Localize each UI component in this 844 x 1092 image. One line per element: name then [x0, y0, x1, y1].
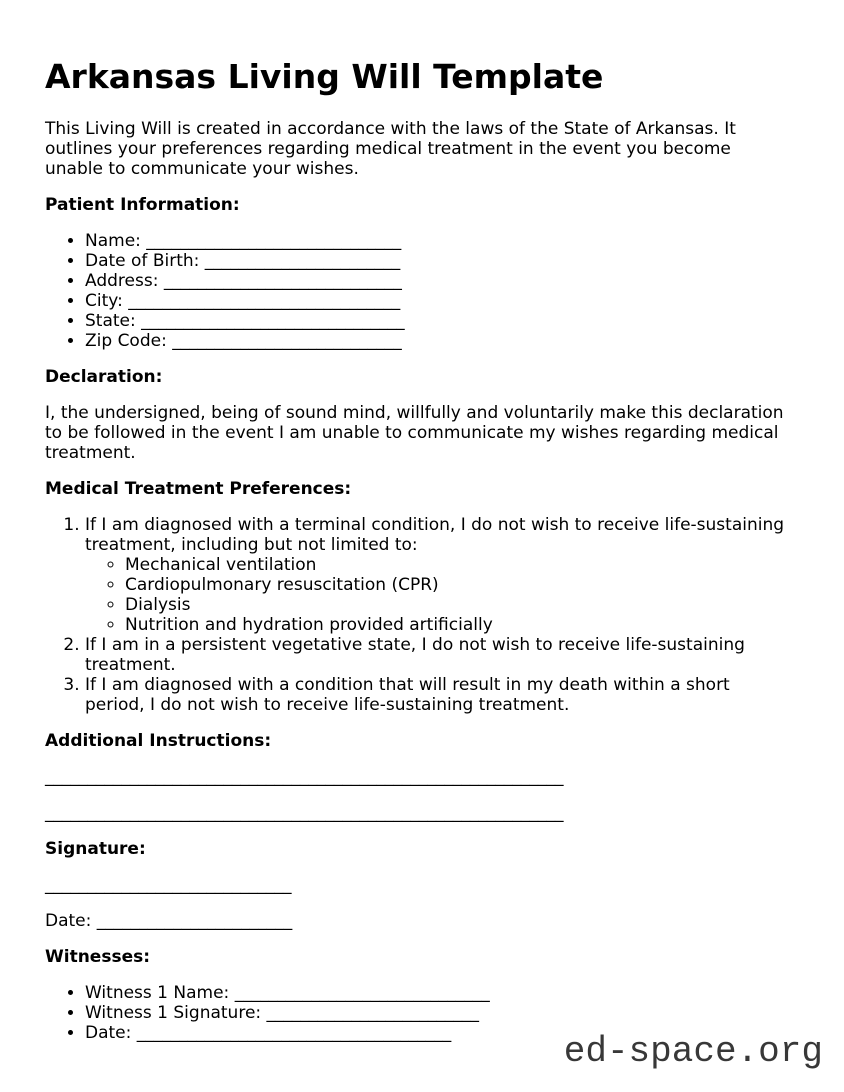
section-heading-declaration: Declaration: — [45, 367, 163, 387]
field-zip-code — [85, 331, 790, 351]
field-date-of-birth — [85, 251, 790, 271]
fill-line: _____________________________________ — [136, 1023, 452, 1043]
preference-text: If I am in a persistent vegetative state, I do not wish to receive life-sustaining treatment. — [85, 635, 745, 675]
additional-instructions-line-2: _____________________________________________________________ — [45, 803, 564, 823]
intro-paragraph: This Living Will is created in accordance with the laws of the State of Arkansas. It outlines your preferences regarding medical treatment in the event you become unable to communicate your wishes. — [45, 119, 736, 179]
declaration-paragraph: I, the undersigned, being of sound mind, willfully and voluntarily make this declaration to be followed in the event I am unable to communicate my wishes regarding medical treatment. — [45, 403, 784, 463]
preference-item-3 — [85, 675, 790, 715]
treatment-item: ◦ Nutrition and hydration provided artificially — [125, 615, 790, 635]
fill-line: ___________________________ — [172, 331, 402, 351]
field-label: Address: — [85, 271, 159, 291]
field-label: State: — [85, 311, 136, 331]
section-heading-additional-instructions: Additional Instructions: — [45, 731, 272, 751]
additional-instructions-line-1: _____________________________________________________________ — [45, 767, 564, 787]
fill-line: _______________________________ — [141, 311, 405, 331]
fill-line: ______________________________ — [234, 983, 490, 1003]
field-state — [85, 311, 790, 331]
patient-information-list — [45, 231, 790, 351]
field-label: Witness 1 Name: — [85, 983, 230, 1003]
fill-line: _______________________ — [204, 251, 401, 271]
field-name — [85, 231, 790, 251]
fill-line: ____________________________ — [163, 271, 402, 291]
fill-line: _________________________ — [266, 1003, 480, 1023]
medical-preferences-list — [45, 515, 790, 715]
field-label: City: — [85, 291, 123, 311]
watermark: ed-space.org — [563, 1031, 823, 1072]
section-heading-patient-information: Patient Information: — [45, 195, 240, 215]
treatment-item: ◦ Cardiopulmonary resuscitation (CPR) — [125, 575, 790, 595]
field-label: Name: — [85, 231, 141, 251]
field-label: Date: — [45, 911, 92, 931]
signature-date-row — [45, 911, 790, 931]
fill-line: ______________________________ — [146, 231, 402, 251]
fill-line: _______________________ — [96, 911, 293, 931]
preference-item-2 — [85, 635, 790, 675]
preference-item-1 — [85, 515, 790, 635]
section-heading-signature: Signature: — [45, 839, 146, 859]
document-title: Arkansas Living Will Template — [45, 57, 604, 96]
field-city — [85, 291, 790, 311]
preference-text: If I am diagnosed with a terminal condition, I do not wish to receive life-sustaining treatment, including but not limited to: — [85, 515, 785, 555]
treatment-item: ◦ Dialysis — [125, 595, 790, 615]
field-witness-1-name — [85, 983, 790, 1003]
field-label: Date: — [85, 1023, 132, 1043]
field-label: Date of Birth: — [85, 251, 200, 271]
section-heading-medical-preferences: Medical Treatment Preferences: — [45, 479, 352, 499]
treatment-item: ◦ Mechanical ventilation — [125, 555, 790, 575]
field-label: Witness 1 Signature: — [85, 1003, 262, 1023]
field-witness-1-signature — [85, 1003, 790, 1023]
field-address — [85, 271, 790, 291]
field-label: Zip Code: — [85, 331, 167, 351]
treatment-sublist — [85, 555, 790, 635]
signature-line: _____________________________ — [45, 875, 292, 895]
fill-line: ________________________________ — [128, 291, 401, 311]
preference-text: If I am diagnosed with a condition that will result in my death within a short period, I do not wish to receive life-sustaining treatment. — [85, 675, 730, 715]
section-heading-witnesses: Witnesses: — [45, 947, 151, 967]
